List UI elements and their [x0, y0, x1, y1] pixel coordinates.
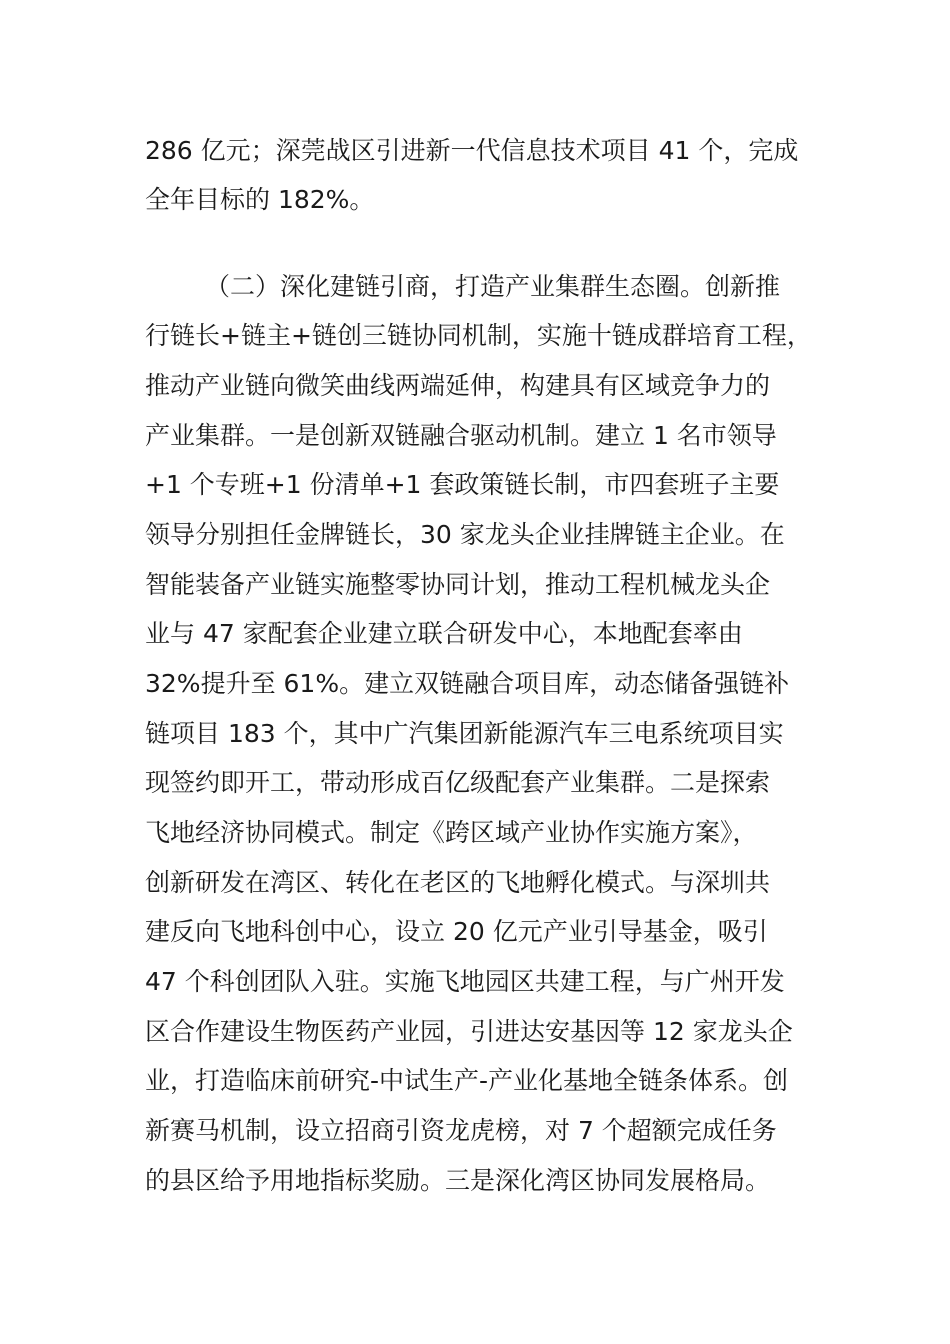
text-line: 推动产业链向微笑曲线两端延伸，构建具有区域竞争力的	[145, 371, 771, 400]
text-line: 链项目 183 个，其中广汽集团新能源汽车三电系统项目实	[145, 719, 784, 748]
text-line: 区合作建设生物医药产业园，引进达安基因等 12 家龙头企	[145, 1017, 793, 1046]
text-line: 领导分别担任金牌链长，30 家龙头企业挂牌链主企业。在	[145, 520, 785, 549]
text-line: 飞地经济协同模式。制定《跨区域产业协作实施方案》，	[145, 818, 758, 847]
text-line: 新赛马机制，设立招商引资龙虎榜，对 7 个超额完成任务	[145, 1116, 777, 1145]
text-line: 32%提升至 61%。建立双链融合项目库，动态储备强链补	[145, 669, 790, 698]
text-line: 行链长+链主+链创三链协同机制，实施十链成群培育工程，	[145, 321, 812, 350]
text-line: 的县区给予用地指标奖励。三是深化湾区协同发展格局。	[145, 1166, 771, 1195]
text-line: 全年目标的 182%。	[145, 185, 375, 214]
text-line: 现签约即开工，带动形成百亿级配套产业集群。二是探索	[145, 768, 771, 797]
text-line: 业与 47 家配套企业建立联合研发中心，本地配套率由	[145, 619, 743, 648]
text-line: 47 个科创团队入驻。实施飞地园区共建工程，与广州开发	[145, 967, 785, 996]
text-line: 创新研发在湾区、转化在老区的飞地孵化模式。与深圳共	[145, 868, 771, 897]
text-line: 智能装备产业链实施整零协同计划，推动工程机械龙头企	[145, 570, 771, 599]
text-line: 产业集群。一是创新双链融合驱动机制。建立 1 名市领导	[145, 421, 777, 450]
text-line: +1 个专班+1 份清单+1 套政策链长制，市四套班子主要	[145, 470, 780, 499]
text-line: 286 亿元；深莞战区引进新一代信息技术项目 41 个，完成	[145, 136, 799, 165]
text-line: 业，打造临床前研究-中试生产-产业化基地全链条体系。创	[145, 1066, 789, 1095]
text-line: 建反向飞地科创中心，设立 20 亿元产业引导基金，吸引	[145, 917, 768, 946]
section-heading-line: （二）深化建链引商，打造产业集群生态圈。创新推	[205, 272, 781, 301]
